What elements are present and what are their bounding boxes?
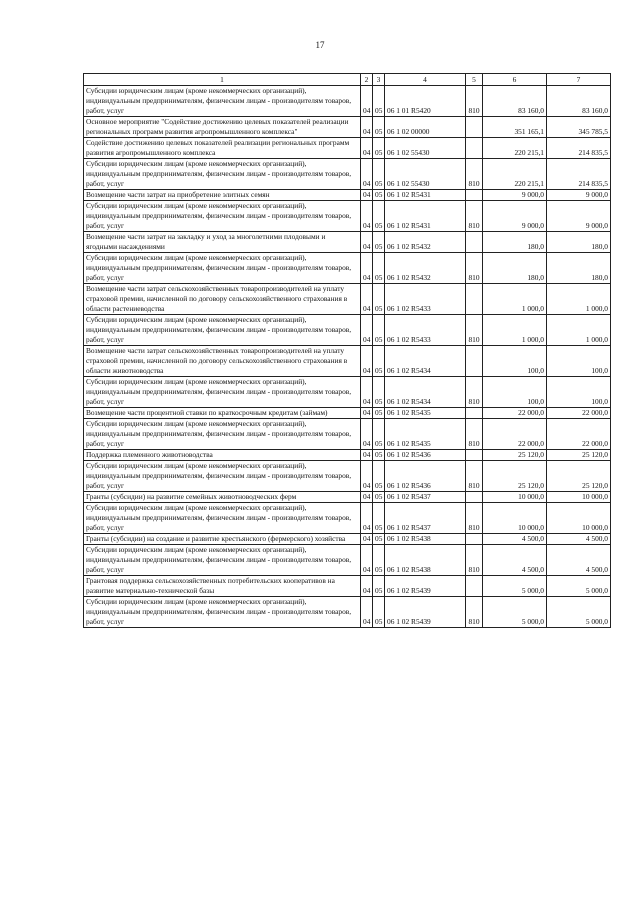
amount-year2-cell: 22 000,0 [547, 419, 611, 450]
ministry-code-cell: 04 [361, 190, 373, 201]
table-row [84, 461, 611, 492]
table-row [84, 408, 611, 419]
amount-year1-cell: 100,0 [483, 377, 547, 408]
target-article-cell: 06 1 02 R5431 [385, 201, 466, 232]
row-name-cell: Основное мероприятие "Содействие достижению целевых показателей реализации региональных программ развития агропромышленного комплекса" [84, 117, 361, 138]
target-article-cell: 06 1 02 55430 [385, 138, 466, 159]
header-col-7: 7 [547, 74, 611, 86]
section-code-cell: 05 [373, 159, 385, 190]
table-body [84, 86, 611, 628]
row-name-cell: Субсидии юридическим лицам (кроме некоммерческих организаций), индивидуальным предпринимателям, физическим лицам - производителям товаров, работ, услуг [84, 315, 361, 346]
expense-type-cell: 810 [466, 461, 483, 492]
row-name-cell: Возмещение части затрат на закладку и уход за многолетними плодовыми и ягодными насаждениями [84, 232, 361, 253]
section-code-cell: 05 [373, 534, 385, 545]
target-article-cell: 06 1 02 R5432 [385, 253, 466, 284]
section-code-cell: 05 [373, 346, 385, 377]
target-article-cell: 06 1 01 R5420 [385, 86, 466, 117]
expense-type-cell: 810 [466, 597, 483, 628]
ministry-code-cell: 04 [361, 86, 373, 117]
amount-year2-cell: 180,0 [547, 253, 611, 284]
target-article-cell: 06 1 02 R5439 [385, 576, 466, 597]
amount-year1-cell: 351 165,1 [483, 117, 547, 138]
section-code-cell: 05 [373, 545, 385, 576]
expense-type-cell [466, 408, 483, 419]
ministry-code-cell: 04 [361, 461, 373, 492]
amount-year1-cell: 10 000,0 [483, 503, 547, 534]
ministry-code-cell: 04 [361, 419, 373, 450]
amount-year1-cell: 220 215,1 [483, 138, 547, 159]
expense-type-cell [466, 492, 483, 503]
section-code-cell: 05 [373, 503, 385, 534]
ministry-code-cell: 04 [361, 450, 373, 461]
table-row [84, 545, 611, 576]
table-row [84, 117, 611, 138]
ministry-code-cell: 04 [361, 346, 373, 377]
amount-year1-cell: 220 215,1 [483, 159, 547, 190]
amount-year1-cell: 180,0 [483, 253, 547, 284]
table-row [84, 201, 611, 232]
section-code-cell: 05 [373, 315, 385, 346]
target-article-cell: 06 1 02 R5435 [385, 419, 466, 450]
row-name-cell: Возмещение части затрат сельскохозяйственных товаропроизводителей на уплату страховой премии, начисленной по договору сельскохозяйственного страхования в области животноводства [84, 346, 361, 377]
amount-year1-cell: 4 500,0 [483, 545, 547, 576]
section-code-cell: 05 [373, 253, 385, 284]
table-row [84, 232, 611, 253]
ministry-code-cell: 04 [361, 377, 373, 408]
table-row [84, 315, 611, 346]
amount-year2-cell: 10 000,0 [547, 503, 611, 534]
target-article-cell: 06 1 02 R5434 [385, 377, 466, 408]
expense-type-cell [466, 450, 483, 461]
ministry-code-cell: 04 [361, 253, 373, 284]
target-article-cell: 06 1 02 R5433 [385, 284, 466, 315]
ministry-code-cell: 04 [361, 503, 373, 534]
amount-year1-cell: 100,0 [483, 346, 547, 377]
header-col-3: 3 [373, 74, 385, 86]
target-article-cell: 06 1 02 R5431 [385, 190, 466, 201]
amount-year2-cell: 100,0 [547, 346, 611, 377]
amount-year1-cell: 1 000,0 [483, 284, 547, 315]
header-col-2: 2 [361, 74, 373, 86]
section-code-cell: 05 [373, 492, 385, 503]
target-article-cell: 06 1 02 R5438 [385, 534, 466, 545]
amount-year1-cell: 10 000,0 [483, 492, 547, 503]
table-row [84, 503, 611, 534]
expense-type-cell: 810 [466, 377, 483, 408]
ministry-code-cell: 04 [361, 597, 373, 628]
amount-year1-cell: 5 000,0 [483, 576, 547, 597]
row-name-cell: Гранты (субсидии) на создание и развитие крестьянского (фермерского) хозяйства [84, 534, 361, 545]
expense-type-cell: 810 [466, 545, 483, 576]
row-name-cell: Возмещение части процентной ставки по краткосрочным кредитам (займам) [84, 408, 361, 419]
amount-year2-cell: 10 000,0 [547, 492, 611, 503]
table-row [84, 159, 611, 190]
row-name-cell: Субсидии юридическим лицам (кроме некоммерческих организаций), индивидуальным предпринимателям, физическим лицам - производителям товаров, работ, услуг [84, 503, 361, 534]
target-article-cell: 06 1 02 R5432 [385, 232, 466, 253]
amount-year1-cell: 9 000,0 [483, 190, 547, 201]
table-row [84, 576, 611, 597]
amount-year2-cell: 9 000,0 [547, 190, 611, 201]
section-code-cell: 05 [373, 450, 385, 461]
amount-year1-cell: 4 500,0 [483, 534, 547, 545]
section-code-cell: 05 [373, 284, 385, 315]
table-row [84, 534, 611, 545]
amount-year2-cell: 214 835,5 [547, 159, 611, 190]
amount-year1-cell: 25 120,0 [483, 461, 547, 492]
amount-year1-cell: 25 120,0 [483, 450, 547, 461]
budget-table [83, 73, 611, 628]
ministry-code-cell: 04 [361, 284, 373, 315]
amount-year2-cell: 345 785,5 [547, 117, 611, 138]
ministry-code-cell: 04 [361, 232, 373, 253]
row-name-cell: Субсидии юридическим лицам (кроме некоммерческих организаций), индивидуальным предпринимателям, физическим лицам - производителям товаров, работ, услуг [84, 253, 361, 284]
row-name-cell: Грантовая поддержка сельскохозяйственных потребительских кооперативов на развитие материально-технической базы [84, 576, 361, 597]
row-name-cell: Субсидии юридическим лицам (кроме некоммерческих организаций), индивидуальным предпринимателям, физическим лицам - производителям товаров, работ, услуг [84, 86, 361, 117]
row-name-cell: Возмещение части затрат на приобретение элитных семян [84, 190, 361, 201]
amount-year2-cell: 5 000,0 [547, 597, 611, 628]
expense-type-cell [466, 576, 483, 597]
amount-year2-cell: 9 000,0 [547, 201, 611, 232]
table-row [84, 190, 611, 201]
expense-type-cell: 810 [466, 86, 483, 117]
expense-type-cell [466, 284, 483, 315]
header-col-1: 1 [84, 74, 361, 86]
ministry-code-cell: 04 [361, 576, 373, 597]
table-row [84, 419, 611, 450]
section-code-cell: 05 [373, 190, 385, 201]
ministry-code-cell: 04 [361, 315, 373, 346]
amount-year2-cell: 83 160,0 [547, 86, 611, 117]
expense-type-cell: 810 [466, 419, 483, 450]
row-name-cell: Поддержка племенного животноводства [84, 450, 361, 461]
amount-year1-cell: 1 000,0 [483, 315, 547, 346]
page-number: 17 [315, 40, 325, 50]
expense-type-cell: 810 [466, 253, 483, 284]
target-article-cell: 06 1 02 R5436 [385, 461, 466, 492]
table-row [84, 377, 611, 408]
row-name-cell: Субсидии юридическим лицам (кроме некоммерческих организаций), индивидуальным предпринимателям, физическим лицам - производителям товаров, работ, услуг [84, 461, 361, 492]
target-article-cell: 06 1 02 R5437 [385, 503, 466, 534]
target-article-cell: 06 1 02 R5436 [385, 450, 466, 461]
table-row [84, 86, 611, 117]
expense-type-cell [466, 138, 483, 159]
ministry-code-cell: 04 [361, 117, 373, 138]
expense-type-cell: 810 [466, 503, 483, 534]
target-article-cell: 06 1 02 55430 [385, 159, 466, 190]
table-row [84, 597, 611, 628]
expense-type-cell: 810 [466, 201, 483, 232]
row-name-cell: Гранты (субсидии) на развитие семейных животноводческих ферм [84, 492, 361, 503]
target-article-cell: 06 1 02 R5439 [385, 597, 466, 628]
amount-year2-cell: 4 500,0 [547, 545, 611, 576]
table-row [84, 450, 611, 461]
row-name-cell: Субсидии юридическим лицам (кроме некоммерческих организаций), индивидуальным предпринимателям, физическим лицам - производителям товаров, работ, услуг [84, 419, 361, 450]
expense-type-cell: 810 [466, 159, 483, 190]
amount-year2-cell: 25 120,0 [547, 461, 611, 492]
target-article-cell: 06 1 02 R5435 [385, 408, 466, 419]
header-col-5: 5 [466, 74, 483, 86]
table-row [84, 492, 611, 503]
row-name-cell: Субсидии юридическим лицам (кроме некоммерческих организаций), индивидуальным предпринимателям, физическим лицам - производителям товаров, работ, услуг [84, 545, 361, 576]
expense-type-cell [466, 117, 483, 138]
section-code-cell: 05 [373, 138, 385, 159]
table-row [84, 253, 611, 284]
target-article-cell: 06 1 02 R5433 [385, 315, 466, 346]
row-name-cell: Субсидии юридическим лицам (кроме некоммерческих организаций), индивидуальным предпринимателям, физическим лицам - производителям товаров, работ, услуг [84, 377, 361, 408]
ministry-code-cell: 04 [361, 534, 373, 545]
row-name-cell: Субсидии юридическим лицам (кроме некоммерческих организаций), индивидуальным предпринимателям, физическим лицам - производителям товаров, работ, услуг [84, 201, 361, 232]
amount-year2-cell: 214 835,5 [547, 138, 611, 159]
amount-year2-cell: 1 000,0 [547, 284, 611, 315]
section-code-cell: 05 [373, 117, 385, 138]
amount-year2-cell: 25 120,0 [547, 450, 611, 461]
expense-type-cell: 810 [466, 315, 483, 346]
ministry-code-cell: 04 [361, 545, 373, 576]
ministry-code-cell: 04 [361, 408, 373, 419]
expense-type-cell [466, 232, 483, 253]
section-code-cell: 05 [373, 576, 385, 597]
header-col-4: 4 [385, 74, 466, 86]
amount-year1-cell: 180,0 [483, 232, 547, 253]
section-code-cell: 05 [373, 377, 385, 408]
amount-year1-cell: 83 160,0 [483, 86, 547, 117]
amount-year1-cell: 9 000,0 [483, 201, 547, 232]
ministry-code-cell: 04 [361, 201, 373, 232]
ministry-code-cell: 04 [361, 159, 373, 190]
ministry-code-cell: 04 [361, 138, 373, 159]
ministry-code-cell: 04 [361, 492, 373, 503]
row-name-cell: Содействие достижению целевых показателей реализации региональных программ развития агропромышленного комплекса [84, 138, 361, 159]
expense-type-cell [466, 534, 483, 545]
target-article-cell: 06 1 02 00000 [385, 117, 466, 138]
section-code-cell: 05 [373, 232, 385, 253]
expense-type-cell [466, 346, 483, 377]
section-code-cell: 05 [373, 408, 385, 419]
row-name-cell: Возмещение части затрат сельскохозяйственных товаропроизводителей на уплату страховой премии, начисленной по договору сельскохозяйственного страхования в области растениеводства [84, 284, 361, 315]
amount-year2-cell: 4 500,0 [547, 534, 611, 545]
table-row [84, 346, 611, 377]
amount-year1-cell: 5 000,0 [483, 597, 547, 628]
expense-type-cell [466, 190, 483, 201]
table-row [84, 284, 611, 315]
section-code-cell: 05 [373, 201, 385, 232]
section-code-cell: 05 [373, 86, 385, 117]
amount-year1-cell: 22 000,0 [483, 419, 547, 450]
amount-year2-cell: 100,0 [547, 377, 611, 408]
amount-year2-cell: 22 000,0 [547, 408, 611, 419]
header-col-6: 6 [483, 74, 547, 86]
target-article-cell: 06 1 02 R5434 [385, 346, 466, 377]
header-row [84, 74, 611, 86]
amount-year2-cell: 1 000,0 [547, 315, 611, 346]
amount-year2-cell: 180,0 [547, 232, 611, 253]
row-name-cell: Субсидии юридическим лицам (кроме некоммерческих организаций), индивидуальным предпринимателям, физическим лицам - производителям товаров, работ, услуг [84, 597, 361, 628]
amount-year1-cell: 22 000,0 [483, 408, 547, 419]
table-row [84, 138, 611, 159]
target-article-cell: 06 1 02 R5437 [385, 492, 466, 503]
section-code-cell: 05 [373, 461, 385, 492]
section-code-cell: 05 [373, 419, 385, 450]
section-code-cell: 05 [373, 597, 385, 628]
amount-year2-cell: 5 000,0 [547, 576, 611, 597]
row-name-cell: Субсидии юридическим лицам (кроме некоммерческих организаций), индивидуальным предпринимателям, физическим лицам - производителям товаров, работ, услуг [84, 159, 361, 190]
target-article-cell: 06 1 02 R5438 [385, 545, 466, 576]
